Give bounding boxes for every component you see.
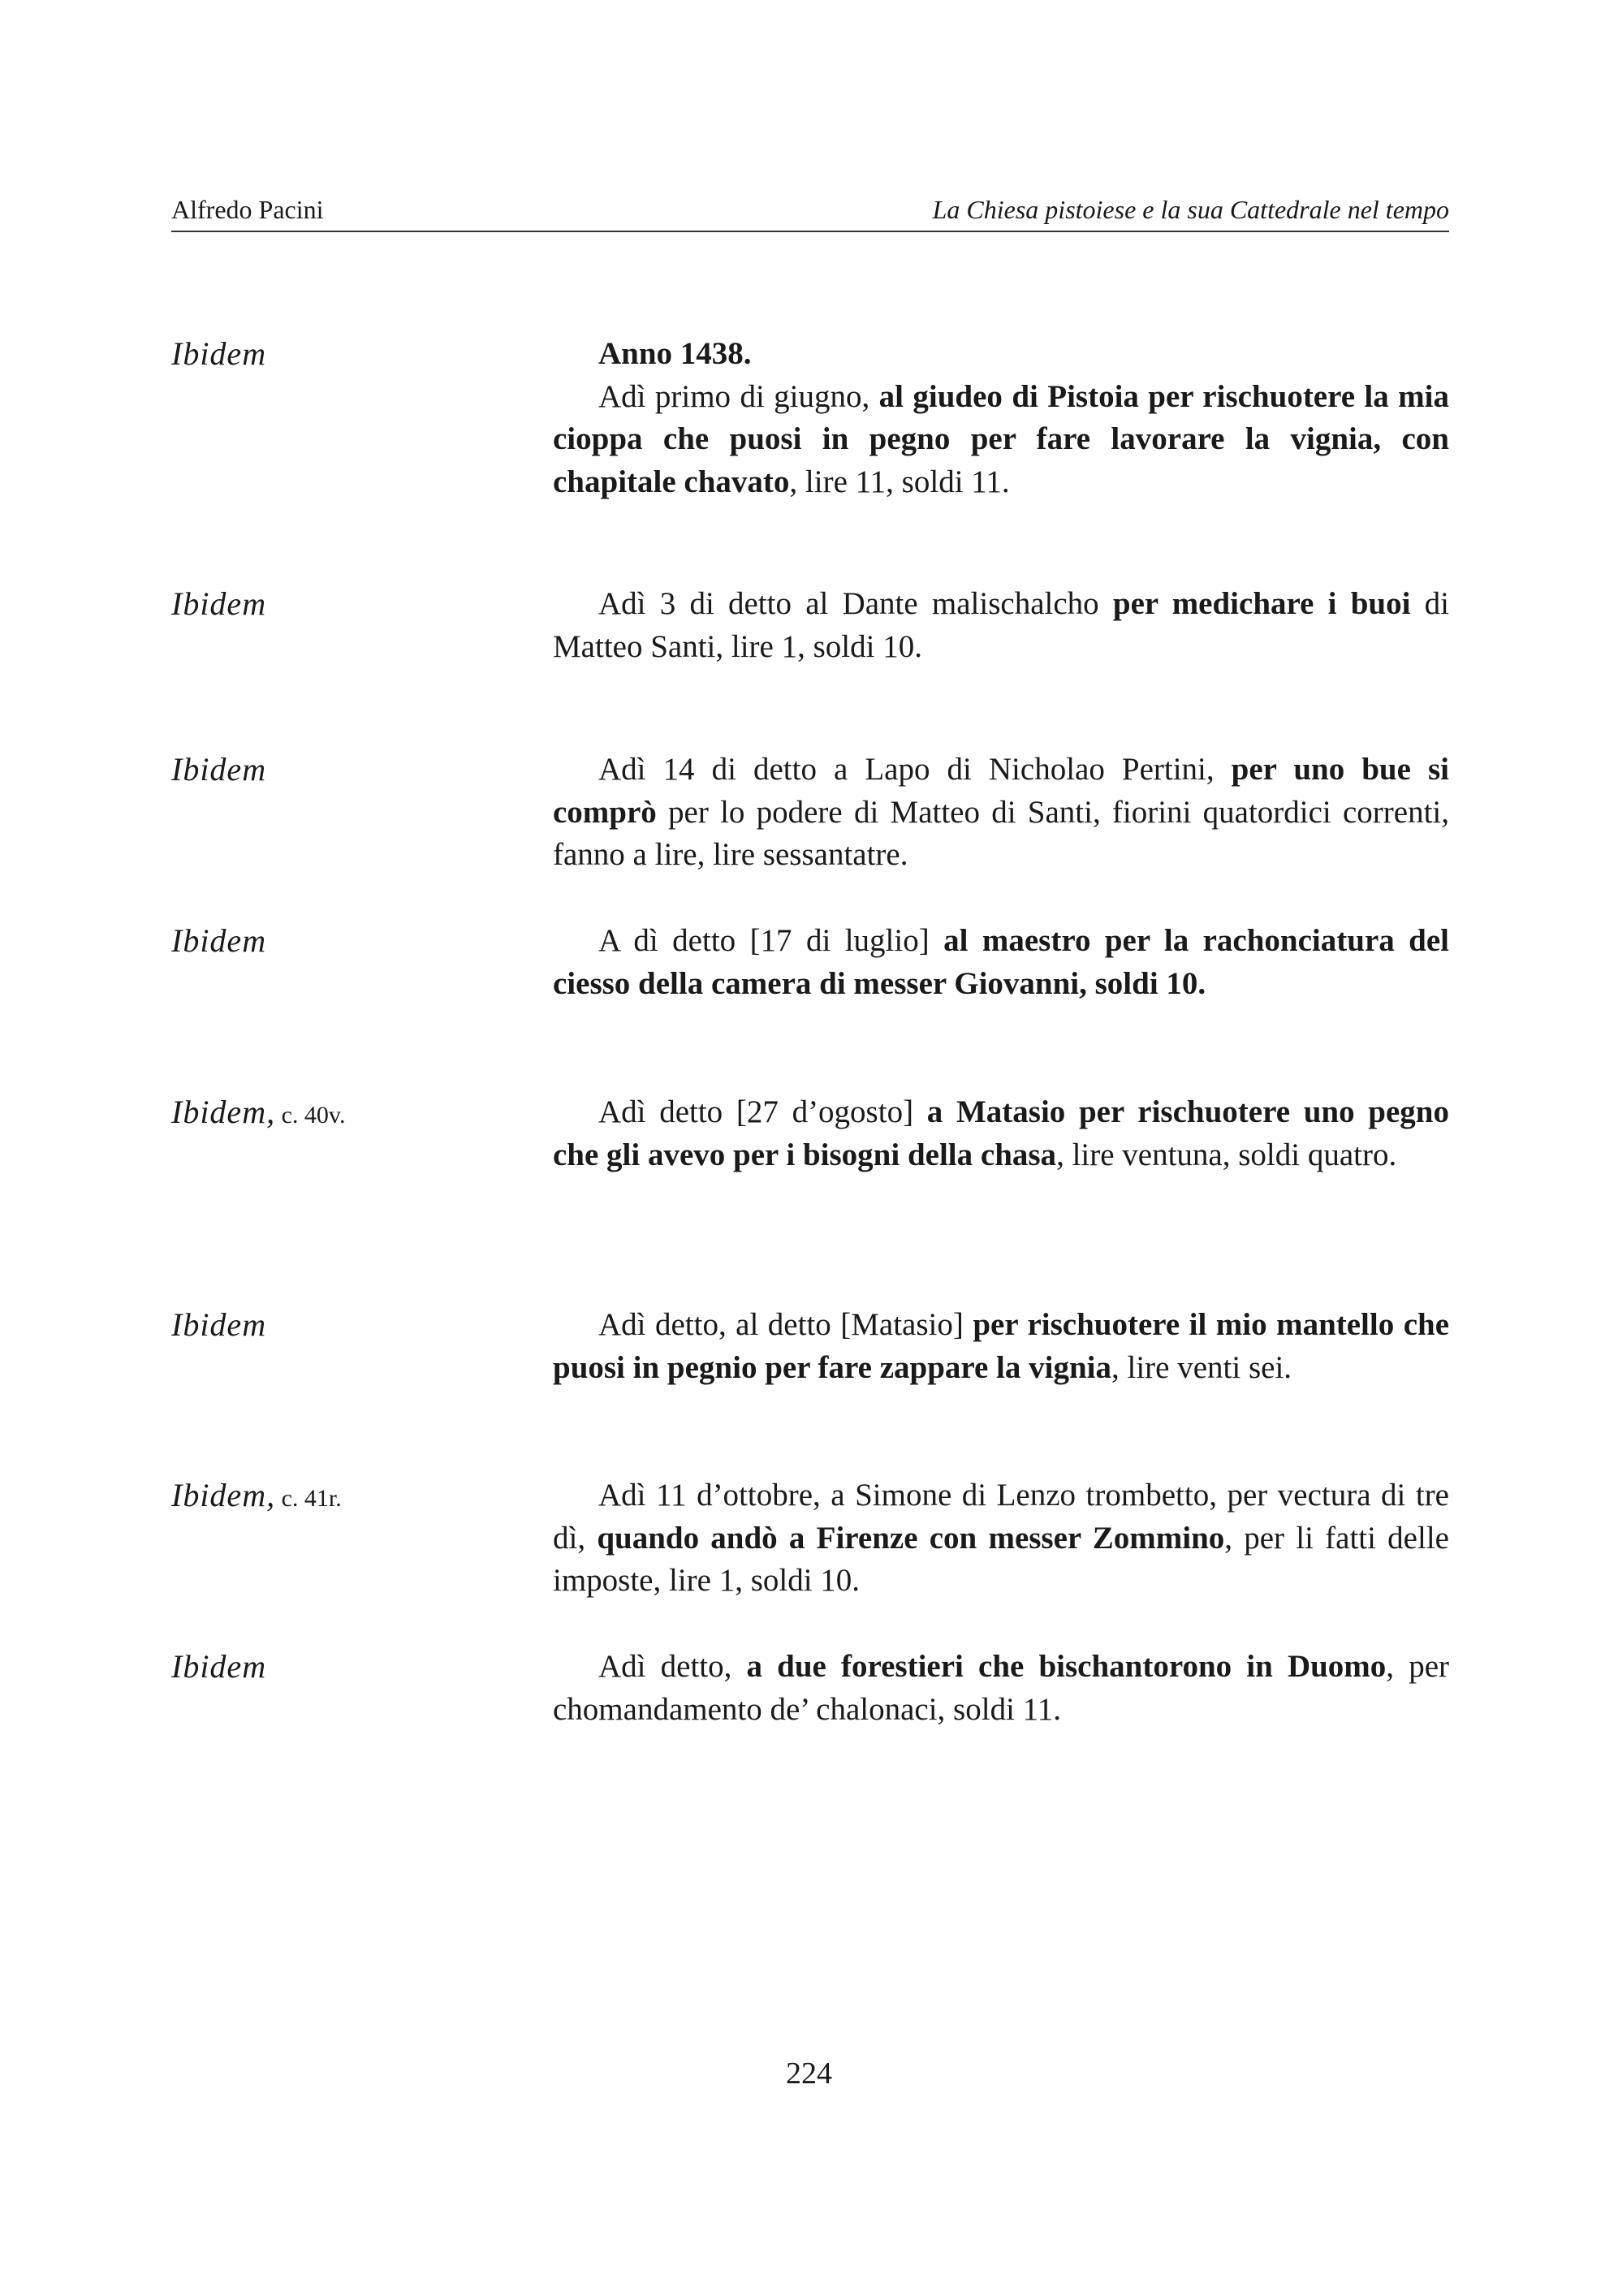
plain-text: Adì primo di giugno,: [598, 378, 879, 414]
emphasized-text: per medichare i buoi: [1112, 586, 1411, 621]
header-title: La Chiesa pistoiese e la sua Cattedrale nel tempo: [932, 195, 1449, 224]
plain-text: , per li fatti delle imposte, lire 1, soldi 10.: [553, 1520, 1449, 1598]
entry-text: [553, 1646, 1449, 1731]
plain-text: Adì detto [27 d’ogosto]: [598, 1094, 927, 1129]
emphasized-text: Anno 1438.: [598, 336, 752, 371]
emphasized-text: a Matasio per rischuotere uno pegno che gli avevo per i bisogni della chasa: [553, 1094, 1449, 1172]
plain-text: A dì detto [17 di luglio]: [598, 923, 944, 958]
plain-text: per lo podere di Matteo di Santi, fiorini quatordici correnti, fanno a lire, lire sessantatre.: [553, 794, 1449, 872]
source-name: Ibidem: [171, 585, 267, 622]
plain-text: , lire ventuna, soldi quatro.: [1056, 1137, 1397, 1172]
plain-text: Adì detto,: [598, 1649, 747, 1684]
header-author: Alfredo Pacini: [171, 195, 324, 224]
plain-text: di Matteo Santi, lire 1, soldi 10.: [553, 586, 1449, 664]
emphasized-text: a due forestieri che bischantorono in Duomo: [746, 1649, 1387, 1684]
source-folio: c. 40v.: [275, 1102, 346, 1129]
entry-text: [553, 1091, 1449, 1176]
entry-text: [553, 1474, 1449, 1603]
entry-source-ref: [171, 1646, 266, 1688]
source-folio: c. 41r.: [275, 1485, 342, 1512]
entry-paragraph: [553, 749, 1449, 877]
source-name: Ibidem: [171, 922, 267, 959]
plain-text: Adì detto, al detto [Matasio]: [598, 1307, 973, 1342]
plain-text: Adì 14 di detto a Lapo di Nicholao Pertini,: [598, 752, 1232, 787]
emphasized-text: per uno bue si comprò: [553, 752, 1449, 830]
plain-text: , per chomandamento de’ chalonaci, soldi 11.: [553, 1649, 1449, 1727]
emphasized-text: al maestro per la rachonciatura del ciesso della camera di messer Giovanni, soldi 10.: [553, 923, 1449, 1001]
entry-paragraph: [553, 920, 1449, 1005]
entry-paragraph: [553, 583, 1449, 668]
source-name: Ibidem,: [171, 1477, 276, 1513]
plain-text: Adì 3 di detto al Dante malischalcho: [598, 586, 1113, 621]
source-name: Ibidem: [171, 1648, 267, 1685]
entry-paragraph: [553, 1474, 1449, 1603]
source-name: Ibidem: [171, 1306, 267, 1343]
emphasized-text: per rischuotere il mio mantello che puosi in pegnio per fare zappare la vignia: [553, 1307, 1450, 1385]
entry-source-ref: [171, 1091, 345, 1137]
plain-text: Adì 11 d’ottobre, a Simone di Lenzo trombetto, per vectura di tre dì,: [553, 1478, 1449, 1556]
entry-source-ref: [171, 1474, 342, 1520]
entry-source-ref: [171, 333, 266, 375]
entry-text: [553, 333, 1449, 503]
entry-source-ref: [171, 920, 266, 962]
entry-paragraph: [553, 1091, 1449, 1176]
entry-paragraph: [553, 1646, 1449, 1731]
plain-text: , lire 11, soldi 11.: [789, 464, 1010, 499]
plain-text: , lire venti sei.: [1111, 1349, 1292, 1385]
entry-source-ref: [171, 1304, 266, 1346]
source-name: Ibidem: [171, 335, 267, 372]
entry-text: [553, 1304, 1449, 1389]
source-name: Ibidem: [171, 751, 267, 788]
entry-paragraph: [553, 1304, 1449, 1389]
emphasized-text: al giudeo di Pistoia per rischuotere la mia cioppa che puosi in pegno per fare lavorare la vignia, con chapitale chavato: [553, 378, 1449, 499]
entry-text: [553, 749, 1449, 877]
entry-text: [553, 583, 1449, 668]
source-name: Ibidem,: [171, 1094, 276, 1130]
entry-source-ref: [171, 749, 266, 791]
entry-source-ref: [171, 583, 266, 625]
entry-paragraph: [553, 333, 1449, 376]
entry-text: [553, 920, 1449, 1005]
entry-paragraph: [553, 376, 1449, 504]
page-number: 224: [786, 2056, 832, 2091]
emphasized-text: quando andò a Firenze con messer Zommino: [597, 1520, 1225, 1556]
running-header: [171, 193, 1449, 232]
